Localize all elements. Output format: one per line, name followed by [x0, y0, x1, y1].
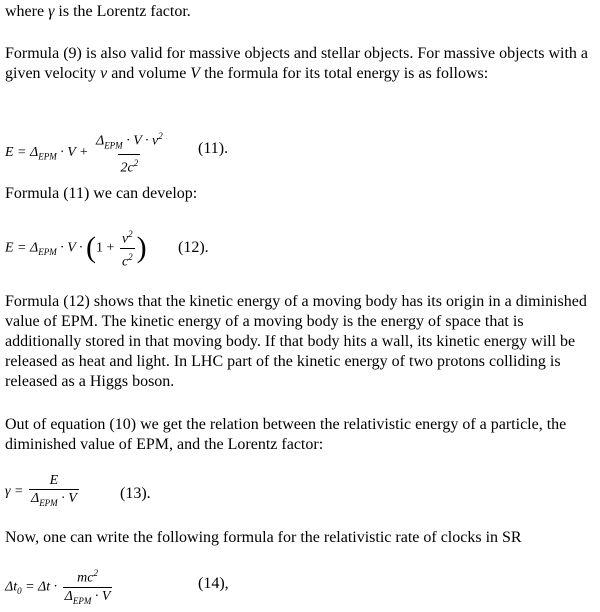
eq-term: v	[121, 231, 129, 247]
eq-exponent: 2	[128, 251, 133, 262]
eq-subscript: EPM	[72, 595, 92, 606]
eq-term: · V	[91, 588, 111, 604]
eq-lhs: E = Δ	[5, 240, 39, 256]
text: Formula (9) is also valid for massive objects and stellar objects. For massive objects with a given velocity	[5, 45, 588, 82]
eq-term: c	[121, 254, 129, 270]
equation-number: (12).	[178, 239, 209, 256]
text: where	[5, 3, 49, 20]
eq-term: mc	[77, 570, 94, 586]
equation-number: (14),	[198, 575, 229, 592]
paragraph-kinetic-energy: Formula (12) shows that the kinetic energy of a moving body has its origin in a diminished value of EPM. The kinetic energy of a moving body is the energy of space that is additionally stored in that moving body. If that body hits a wall, its kinetic energy will be released as heat and light. In LHC part of the kinetic energy of two protons colliding is released as a Higgs boson.	[5, 293, 587, 390]
eq-term: · V ·	[56, 240, 87, 256]
eq-lhs: γ =	[5, 484, 27, 500]
numerator	[120, 226, 135, 248]
delta: Δ	[95, 133, 105, 149]
volume-symbol: V	[190, 65, 201, 82]
denominator	[63, 587, 113, 610]
eq-term: 1 +	[96, 240, 118, 256]
fraction	[94, 128, 165, 177]
eq-term: = Δt ·	[21, 579, 61, 595]
text: is the Lorentz factor.	[54, 3, 191, 20]
text: the formula for its total energy is as follows:	[200, 65, 489, 82]
eq-subscript: EPM	[38, 151, 57, 162]
eq-term: 2c	[120, 161, 134, 177]
eq-term: · V · v	[122, 133, 159, 149]
eq-subscript: EPM	[38, 247, 57, 258]
eq-term: · V	[57, 491, 77, 506]
eq-subscript: 0	[17, 586, 22, 597]
equation-12	[5, 226, 147, 270]
gamma-symbol: γ	[48, 3, 55, 20]
denominator	[29, 489, 79, 512]
eq-exponent: 2	[158, 131, 163, 141]
eq-subscript: EPM	[39, 497, 58, 508]
fraction	[63, 565, 113, 609]
text: and volume	[107, 65, 191, 82]
eq-term: · V +	[56, 144, 92, 160]
paragraph-relation: Out of equation (10) we get the relation between the relativistic energy of a particle, the diminished value of EPM, and the Lorentz factor:	[5, 416, 567, 453]
numerator: E	[49, 473, 59, 488]
eq-exponent: 2	[128, 229, 133, 239]
numerator	[94, 128, 165, 154]
fraction	[29, 472, 79, 512]
paragraph-clocks: Now, one can write the following formula for the relativistic rate of clocks in SR	[5, 529, 522, 546]
equation-number: (13).	[120, 485, 151, 502]
paragraph-massive-objects	[5, 44, 593, 84]
right-paren: )	[136, 231, 147, 265]
eq-exponent: 2	[133, 158, 139, 169]
equation-14	[5, 565, 114, 609]
paragraph-lorentz	[5, 2, 593, 22]
velocity-symbol: v	[100, 65, 108, 82]
numerator	[75, 565, 100, 587]
delta: Δ	[64, 588, 73, 604]
denominator	[118, 154, 140, 177]
equation-13	[5, 472, 81, 512]
eq-lhs: Δt	[5, 579, 18, 595]
delta: Δ	[30, 491, 40, 506]
eq-subscript: EPM	[104, 140, 123, 151]
fraction	[120, 226, 135, 270]
eq-lhs: E = Δ	[5, 144, 39, 160]
left-paren: (	[86, 231, 97, 265]
paragraph-develop: Formula (11) we can develop:	[5, 185, 198, 202]
eq-exponent: 2	[93, 568, 98, 578]
denominator	[120, 248, 135, 271]
equation-11	[5, 128, 167, 177]
equation-number: (11).	[198, 140, 229, 157]
